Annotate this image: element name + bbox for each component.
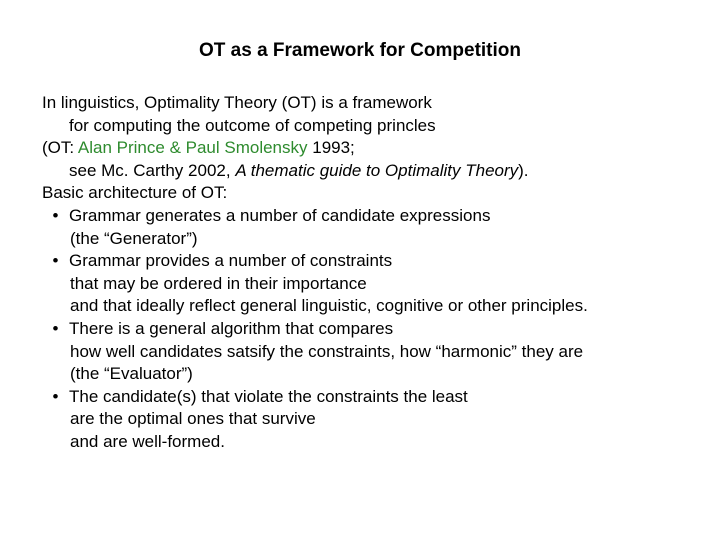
bullet-dot: • — [52, 318, 59, 338]
authors-link[interactable]: Alan Prince & Paul Smolensky — [77, 138, 308, 158]
slide-title: OT as a Framework for Competition — [199, 40, 521, 61]
intro-line-3-prefix: (OT: — [42, 138, 78, 158]
intro-line-3 — [42, 137, 702, 160]
bullet-text: There is a general algorithm that compares — [69, 318, 394, 338]
bullet-continuation: and are well-formed. — [70, 431, 225, 451]
bullet-item — [42, 250, 702, 273]
bullet-dot: • — [52, 205, 59, 225]
intro-line-2: for computing the outcome of competing princles — [69, 115, 436, 135]
bullet-item — [42, 205, 702, 228]
bullet-continuation: are the optimal ones that survive — [70, 409, 316, 429]
bullet-continuation: (the “Generator”) — [70, 228, 198, 248]
book-title: A thematic guide to Optimality Theory — [235, 160, 519, 180]
intro-line-4-suffix: ). — [518, 160, 529, 180]
intro-line-3-suffix: 1993; — [307, 138, 355, 158]
bullet-item — [42, 386, 702, 409]
bullet-item — [42, 318, 702, 341]
bullet-continuation: that may be ordered in their importance — [70, 273, 367, 293]
intro-line-4-prefix: see Mc. Carthy 2002, — [69, 160, 236, 180]
bullet-text: The candidate(s) that violate the constraints the least — [69, 386, 468, 406]
intro-line-1: In linguistics, Optimality Theory (OT) is a framework — [42, 93, 432, 112]
bullet-dot: • — [52, 386, 59, 406]
bullet-continuation: (the “Evaluator”) — [70, 364, 193, 384]
bullet-dot: • — [52, 251, 59, 271]
bullet-text: Grammar provides a number of constraints — [69, 251, 393, 271]
slide-body — [42, 92, 702, 454]
bullet-text: Grammar generates a number of candidate expressions — [69, 205, 491, 225]
bullet-continuation: how well candidates satsify the constraints, how “harmonic” they are — [70, 341, 584, 361]
bullet-continuation: and that ideally reflect general linguistic, cognitive or other principles. — [70, 296, 588, 316]
intro-line-5: Basic architecture of OT: — [42, 183, 228, 203]
intro-line-4 — [42, 160, 702, 183]
